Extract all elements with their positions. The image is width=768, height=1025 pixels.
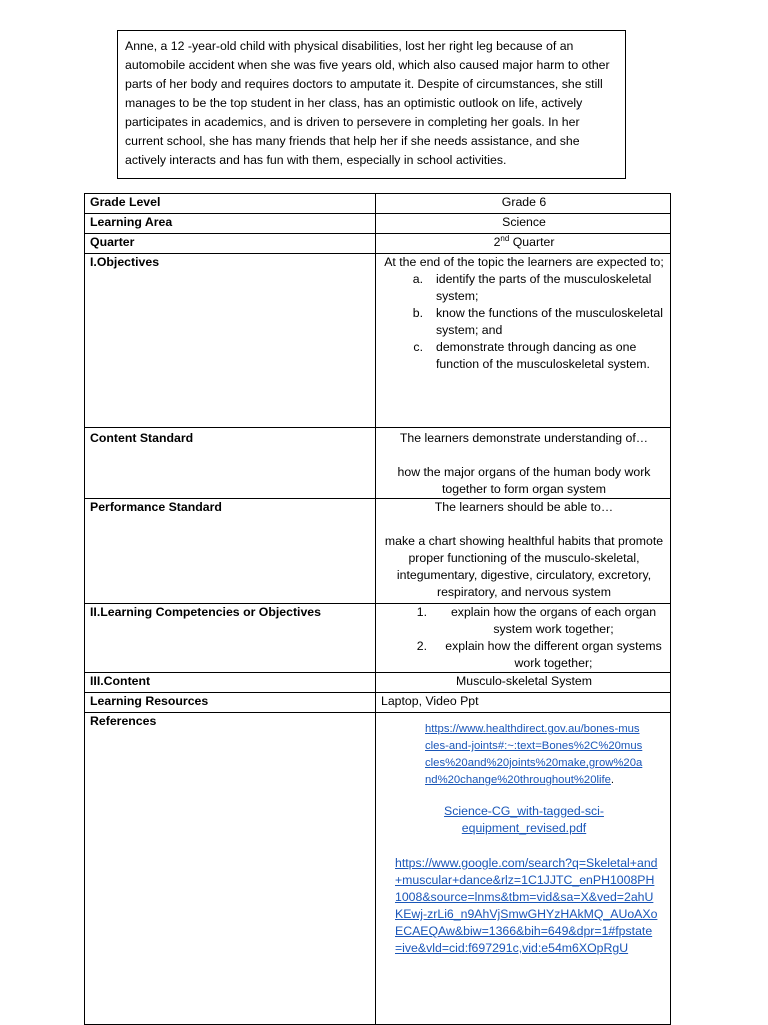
objective-marker: c. bbox=[413, 340, 423, 354]
row-content-standard bbox=[85, 428, 671, 499]
competency-text: explain how the organs of each organ system work together; bbox=[450, 605, 657, 636]
competency-item bbox=[381, 638, 667, 672]
reference-2 bbox=[381, 789, 667, 837]
competency-marker: 1. bbox=[416, 605, 427, 619]
row-learning-resources bbox=[85, 693, 671, 713]
google-video-search-link[interactable]: https://www.google.com/search?q=Skeletal+and+muscular+dance&rlz=1C1JJTC_enPH1008PH1008&source=lnms&tbm=vid&sa=X&ved=2ahUKEwj-zrLi6_n9AhVjSmwGHYzHAkMQ_AUoAXoECAEQAw&biw=1366&bih=649&dpr=1#fpstate=ive&vld=cid:f697291c,vid:e54m6XOpRgU bbox=[395, 856, 658, 955]
content-label: III.Content bbox=[85, 673, 376, 693]
reference-3 bbox=[381, 837, 667, 957]
learning-resources-label: Learning Resources bbox=[85, 693, 376, 713]
healthdirect-link[interactable]: https://www.healthdirect.gov.au/bones-muscles-and-joints#:~:text=Bones%2C%20muscles%20and%20joints%20make,grow%20and%20change%20throughout%20life bbox=[425, 723, 643, 786]
content-value: Musculo-skeletal System bbox=[376, 673, 671, 693]
quarter-word: Quarter bbox=[509, 235, 555, 249]
performance-standard-label: Performance Standard bbox=[85, 499, 376, 604]
content-standard-label: Content Standard bbox=[85, 428, 376, 499]
objective-marker: a. bbox=[412, 272, 423, 286]
row-references bbox=[85, 713, 671, 1025]
quarter-label: Quarter bbox=[85, 234, 376, 254]
objective-item bbox=[381, 305, 667, 339]
performance-standard-intro: The learners should be able to… bbox=[434, 500, 614, 514]
objective-item bbox=[381, 271, 667, 305]
content-standard-cell bbox=[376, 428, 671, 499]
competencies-cell bbox=[376, 604, 671, 673]
quarter-ordinal-suffix: nd bbox=[500, 233, 510, 243]
objective-text: demonstrate through dancing as one function of the musculoskeletal system. bbox=[436, 340, 650, 371]
objective-text: identify the parts of the musculoskeletal system; bbox=[436, 272, 652, 303]
lesson-plan-table bbox=[84, 193, 671, 1025]
row-grade-level bbox=[85, 194, 671, 214]
learning-resources-value: Laptop, Video Ppt bbox=[376, 693, 671, 713]
content-standard-intro: The learners demonstrate understanding of… bbox=[399, 431, 649, 445]
objectives-list bbox=[381, 271, 667, 373]
row-performance-standard bbox=[85, 499, 671, 604]
competencies-label: II.Learning Competencies or Objectives bbox=[85, 604, 376, 673]
objective-item bbox=[381, 339, 667, 373]
competency-text: explain how the different organ systems work together; bbox=[445, 639, 662, 670]
objectives-intro: At the end of the topic the learners are expected to; bbox=[384, 255, 664, 269]
learning-area-label: Learning Area bbox=[85, 214, 376, 234]
row-objectives bbox=[85, 254, 671, 428]
quarter-number: 2 bbox=[493, 235, 501, 249]
reference-1 bbox=[381, 713, 667, 789]
performance-standard-cell bbox=[376, 499, 671, 604]
references-label: References bbox=[85, 713, 376, 1025]
competencies-list bbox=[381, 604, 667, 672]
content-standard-text: how the major organs of the human body work together to form organ system bbox=[397, 465, 651, 496]
grade-level-value: Grade 6 bbox=[376, 194, 671, 214]
row-learning-area bbox=[85, 214, 671, 234]
performance-standard-text: make a chart showing healthful habits that promote proper functioning of the musculo-skeletal, integumentary, digestive, circulatory, excretory, respiratory, and nervous system bbox=[384, 534, 664, 599]
scenario-box bbox=[117, 30, 626, 179]
row-quarter bbox=[85, 234, 671, 254]
objectives-label: I.Objectives bbox=[85, 254, 376, 428]
objective-text: know the functions of the musculoskeletal system; and bbox=[436, 306, 663, 337]
grade-level-label: Grade Level bbox=[85, 194, 376, 214]
quarter-value bbox=[376, 234, 671, 254]
objectives-cell bbox=[376, 254, 671, 428]
scenario-text: Anne, a 12 -year-old child with physical disabilities, lost her right leg because of an automobile accident when she was five years old, which also caused major harm to other parts of her body and requires doctors to amputate it. Despite of circumstances, she still manages to be the top student in her class, has an optimistic outlook on life, actively participates in academics, and is driven to persevere in completing her goals. In her current school, she has many friends that help her if she needs assistance, and she actively interacts and has fun with them, especially in school activities. bbox=[125, 39, 610, 167]
row-content bbox=[85, 673, 671, 693]
references-cell bbox=[376, 713, 671, 1025]
row-competencies bbox=[85, 604, 671, 673]
objective-marker: b. bbox=[412, 306, 423, 320]
science-cg-pdf-link[interactable]: Science-CG_with-tagged-sci-equipment_revised.pdf bbox=[444, 804, 604, 835]
competency-marker: 2. bbox=[416, 639, 427, 653]
learning-area-value: Science bbox=[376, 214, 671, 234]
competency-item bbox=[381, 604, 667, 638]
reference-1-period: . bbox=[610, 774, 615, 786]
